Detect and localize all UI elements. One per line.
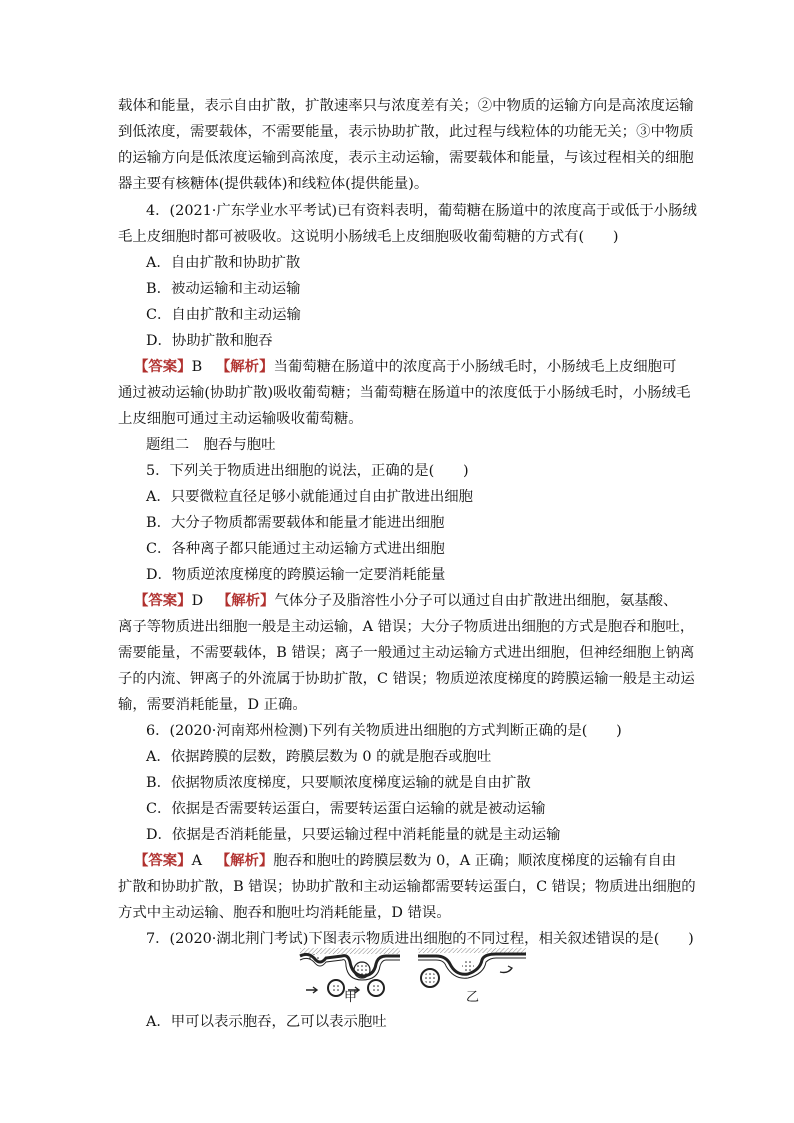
q4-option-c: C．自由扩散和主动运输: [146, 307, 301, 323]
q6-explanation-line-3: 方式中主动运输、胞吞和胞吐均消耗能量，D 错误。: [118, 905, 451, 921]
answer-tag: 【答案】: [134, 592, 192, 609]
answer-tag: 【答案】: [134, 358, 192, 375]
q6-answer-line: [134, 851, 676, 871]
figure-label-jia: 甲: [344, 990, 358, 1005]
q6-explanation-line-2: 扩散和协助扩散，B 错误；协助扩散和主动运输都需要转运蛋白，C 错误；物质进出细胞的: [118, 879, 696, 895]
intro-line-4: 器主要有核糖体(提供载体)和线粒体(提供能量)。: [118, 176, 429, 192]
q6-option-c: C．依据是否需要转运蛋白，需要转运蛋白运输的就是被动运输: [146, 801, 546, 817]
q4-explanation-line-3: 上皮细胞可通过主动运输吸收葡萄糖。: [118, 411, 363, 427]
intro-line-1: 载体和能量，表示自由扩散，扩散速率只与浓度差有关；②中物质的运输方向是高浓度运输: [118, 98, 694, 114]
q4-option-a: A．自由扩散和协助扩散: [146, 255, 301, 271]
q5-option-c: C．各种离子都只能通过主动运输方式进出细胞: [146, 541, 445, 557]
q7-option-a: A．甲可以表示胞吞，乙可以表示胞吐: [146, 1014, 387, 1030]
q6-stem: 6．(2020·河南郑州检测)下列有关物质进出细胞的方式判断正确的是( ): [146, 723, 622, 739]
q7-stem: 7．(2020·湖北荆门考试)下图表示物质进出细胞的不同过程，相关叙述错误的是( ): [146, 931, 694, 947]
q6-option-b: B．依据物质浓度梯度，只要顺浓度梯度运输的就是自由扩散: [146, 775, 531, 791]
answer-tag: 【答案】: [134, 852, 192, 869]
q5-answer-line: [134, 591, 676, 611]
q6-option-d: D．依据是否消耗能量，只要运输过程中消耗能量的就是主动运输: [146, 827, 561, 843]
q5-explanation-line-5: 输，需要消耗能量，D 正确。: [118, 697, 307, 713]
intro-line-3: 的运输方向是低浓度运输到高浓度，表示主动运输，需要载体和能量，与该过程相关的细胞: [118, 150, 694, 166]
answer-value: A: [191, 853, 202, 869]
q5-explanation-line-2: 离子等物质进出细胞一般是主动运输，A 错误；大分子物质进出细胞的方式是胞吞和胞吐，: [118, 619, 695, 635]
section-heading: 题组二 胞吞与胞吐: [146, 437, 276, 453]
answer-value: B: [191, 359, 203, 375]
q4-option-d: D．协助扩散和胞吞: [146, 333, 273, 349]
explanation-tag: 【解析】: [215, 358, 274, 375]
q4-stem-line-1: 4．(2021·广东学业水平考试)已有资料表明，葡萄糖在肠道中的浓度高于或低于小肠绒: [146, 203, 697, 219]
explanation-text: 当葡萄糖在肠道中的浓度高于小肠绒毛时，小肠绒毛上皮细胞可: [273, 359, 677, 375]
explanation-tag: 【解析】: [216, 592, 275, 609]
explanation-text: 胞吞和胞吐的跨膜层数为 0，A 正确；顺浓度梯度的运输有自由: [273, 853, 677, 869]
q4-explanation-line-2: 通过被动运输(协助扩散)吸收葡萄糖；当葡萄糖在肠道中的浓度低于小肠绒毛时，小肠绒毛: [118, 385, 691, 401]
answer-value: D: [191, 593, 204, 609]
q5-stem: 5．下列关于物质进出细胞的说法，正确的是( ): [146, 463, 469, 479]
membrane-transport-figure: [296, 944, 528, 1002]
q5-option-d: D．物质逆浓度梯度的跨膜运输一定要消耗能量: [146, 567, 446, 583]
q6-option-a: A．依据跨膜的层数，跨膜层数为 0 的就是胞吞或胞吐: [146, 749, 492, 765]
explanation-text: 气体分子及脂溶性小分子可以通过自由扩散进出细胞，氨基酸、: [274, 593, 678, 609]
figure-yi-exocytosis: [418, 948, 526, 987]
q4-answer-line: [134, 357, 676, 377]
q4-option-b: B．被动运输和主动运输: [146, 281, 301, 297]
intro-line-2: 到低浓度，需要载体，不需要能量，表示协助扩散，此过程与线粒体的功能无关；③中物质: [118, 124, 694, 140]
figure-label-yi: 乙: [466, 990, 480, 1005]
q5-option-a: A．只要微粒直径足够小就能通过自由扩散进出细胞: [146, 489, 473, 505]
q5-explanation-line-4: 子的内流、钾离子的外流属于协助扩散，C 错误；物质逆浓度梯度的跨膜运输一般是主动运: [118, 671, 695, 687]
q5-option-b: B．大分子物质都需要载体和能量才能进出细胞: [146, 515, 445, 531]
q5-explanation-line-3: 需要能量，不需要载体，B 错误；离子一般通过主动运输方式进出细胞，但神经细胞上钠离: [118, 645, 695, 661]
q4-stem-line-2: 毛上皮细胞时都可被吸收。这说明小肠绒毛上皮细胞吸收葡萄糖的方式有( ): [118, 229, 619, 245]
explanation-tag: 【解析】: [215, 852, 274, 869]
